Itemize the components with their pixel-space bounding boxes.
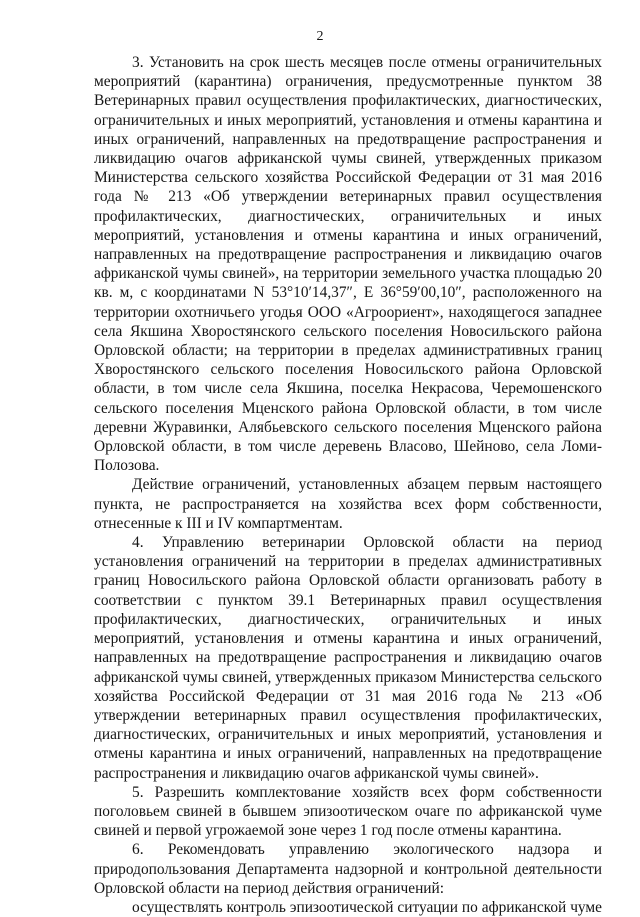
- page-number: 2: [316, 29, 324, 44]
- paragraph-item-4-veterinary-department: 4. Управлению ветеринарии Орловской области на период установления ограничений на территории в пределах административных границ Новосильского района Орловской области организовать работу в соответствии с пунктом 39.1 Ветеринарных правил осуществления профилактических, диагностических, ограничительных и иных мероприятий, установления и отмены карантина и иных ограничений, направленных на предотвращение распространения и ликвидацию очагов африканской чумы свиней, утвержденных приказом Министерства сельского хозяйства Российской Федерации от 31 мая 2016 года № 213 «Об утверждении ветеринарных правил осуществления профилактических, диагностических, ограничительных и иных мероприятий, установления и отмены карантина и иных ограничений, направленных на предотвращение распространения и ликвидацию очагов африканской чумы свиней».: [94, 534, 602, 782]
- paragraph-item-3-restrictions: 3. Установить на срок шесть месяцев после отмены ограничительных мероприятий (карантина) ограничения, предусмотренные пунктом 38 Ветеринарных правил осуществления профилактических, диагностических, ограничительных и иных мероприятий, установления и отмены карантина и иных ограничений, направленных на предотвращение распространения и ликвидацию очагов африканской чумы свиней, утвержденных приказом Министерства сельского хозяйства Российской Федерации от 31 мая 2016 года № 213 «Об утверждении ветеринарных правил осуществления профилактических, диагностических, ограничительных и иных мероприятий, установления и отмены карантина и иных ограничений, направленных на предотвращение распространения и ликвидацию очагов африканской чумы свиней», на территории земельного участка площадью 20 кв. м, с координатами N 53°10′14,37″, E 36°59′00,10″, расположенного на территории охотничьего угодья ООО «Агроориент», находящегося западнее села Якшина Хворостянского сельского поселения Новосильского района Орловской области; на территории в пределах административных границ Хворостянского сельского поселения Новосильского района Орловской области, в том числе села Якшина, поселка Некрасова, Черемошенского сельского поселения Мценского района Орловской области, в том числе деревни Журавинки, Алябьевского сельского поселения Мценского района Орловской области, в том числе деревень Власово, Шейново, села Ломи-Полозова.: [94, 54, 602, 475]
- document-body: [94, 53, 602, 917]
- paragraph-control-continuation: осуществлять контроль эпизоотической ситуации по африканской чуме: [132, 898, 602, 916]
- paragraph-restrictions-exception: Действие ограничений, установленных абзацем первым настоящего пункта, не распространяется на хозяйства всех форм собственности, отнесенные к III и IV компартментам.: [94, 476, 602, 532]
- paragraph-item-5-restocking: 5. Разрешить комплектование хозяйств всех форм собственности поголовьем свиней в бывшем эпизоотическом очаге по африканской чуме свиней и первой угрожаемой зоне через 1 год после отмены карантина.: [94, 783, 602, 840]
- paragraph-item-6-recommendation: 6. Рекомендовать управлению экологического надзора и природопользования Департамента надзорной и контрольной деятельности Орловской области на период действия ограничений:: [94, 841, 602, 897]
